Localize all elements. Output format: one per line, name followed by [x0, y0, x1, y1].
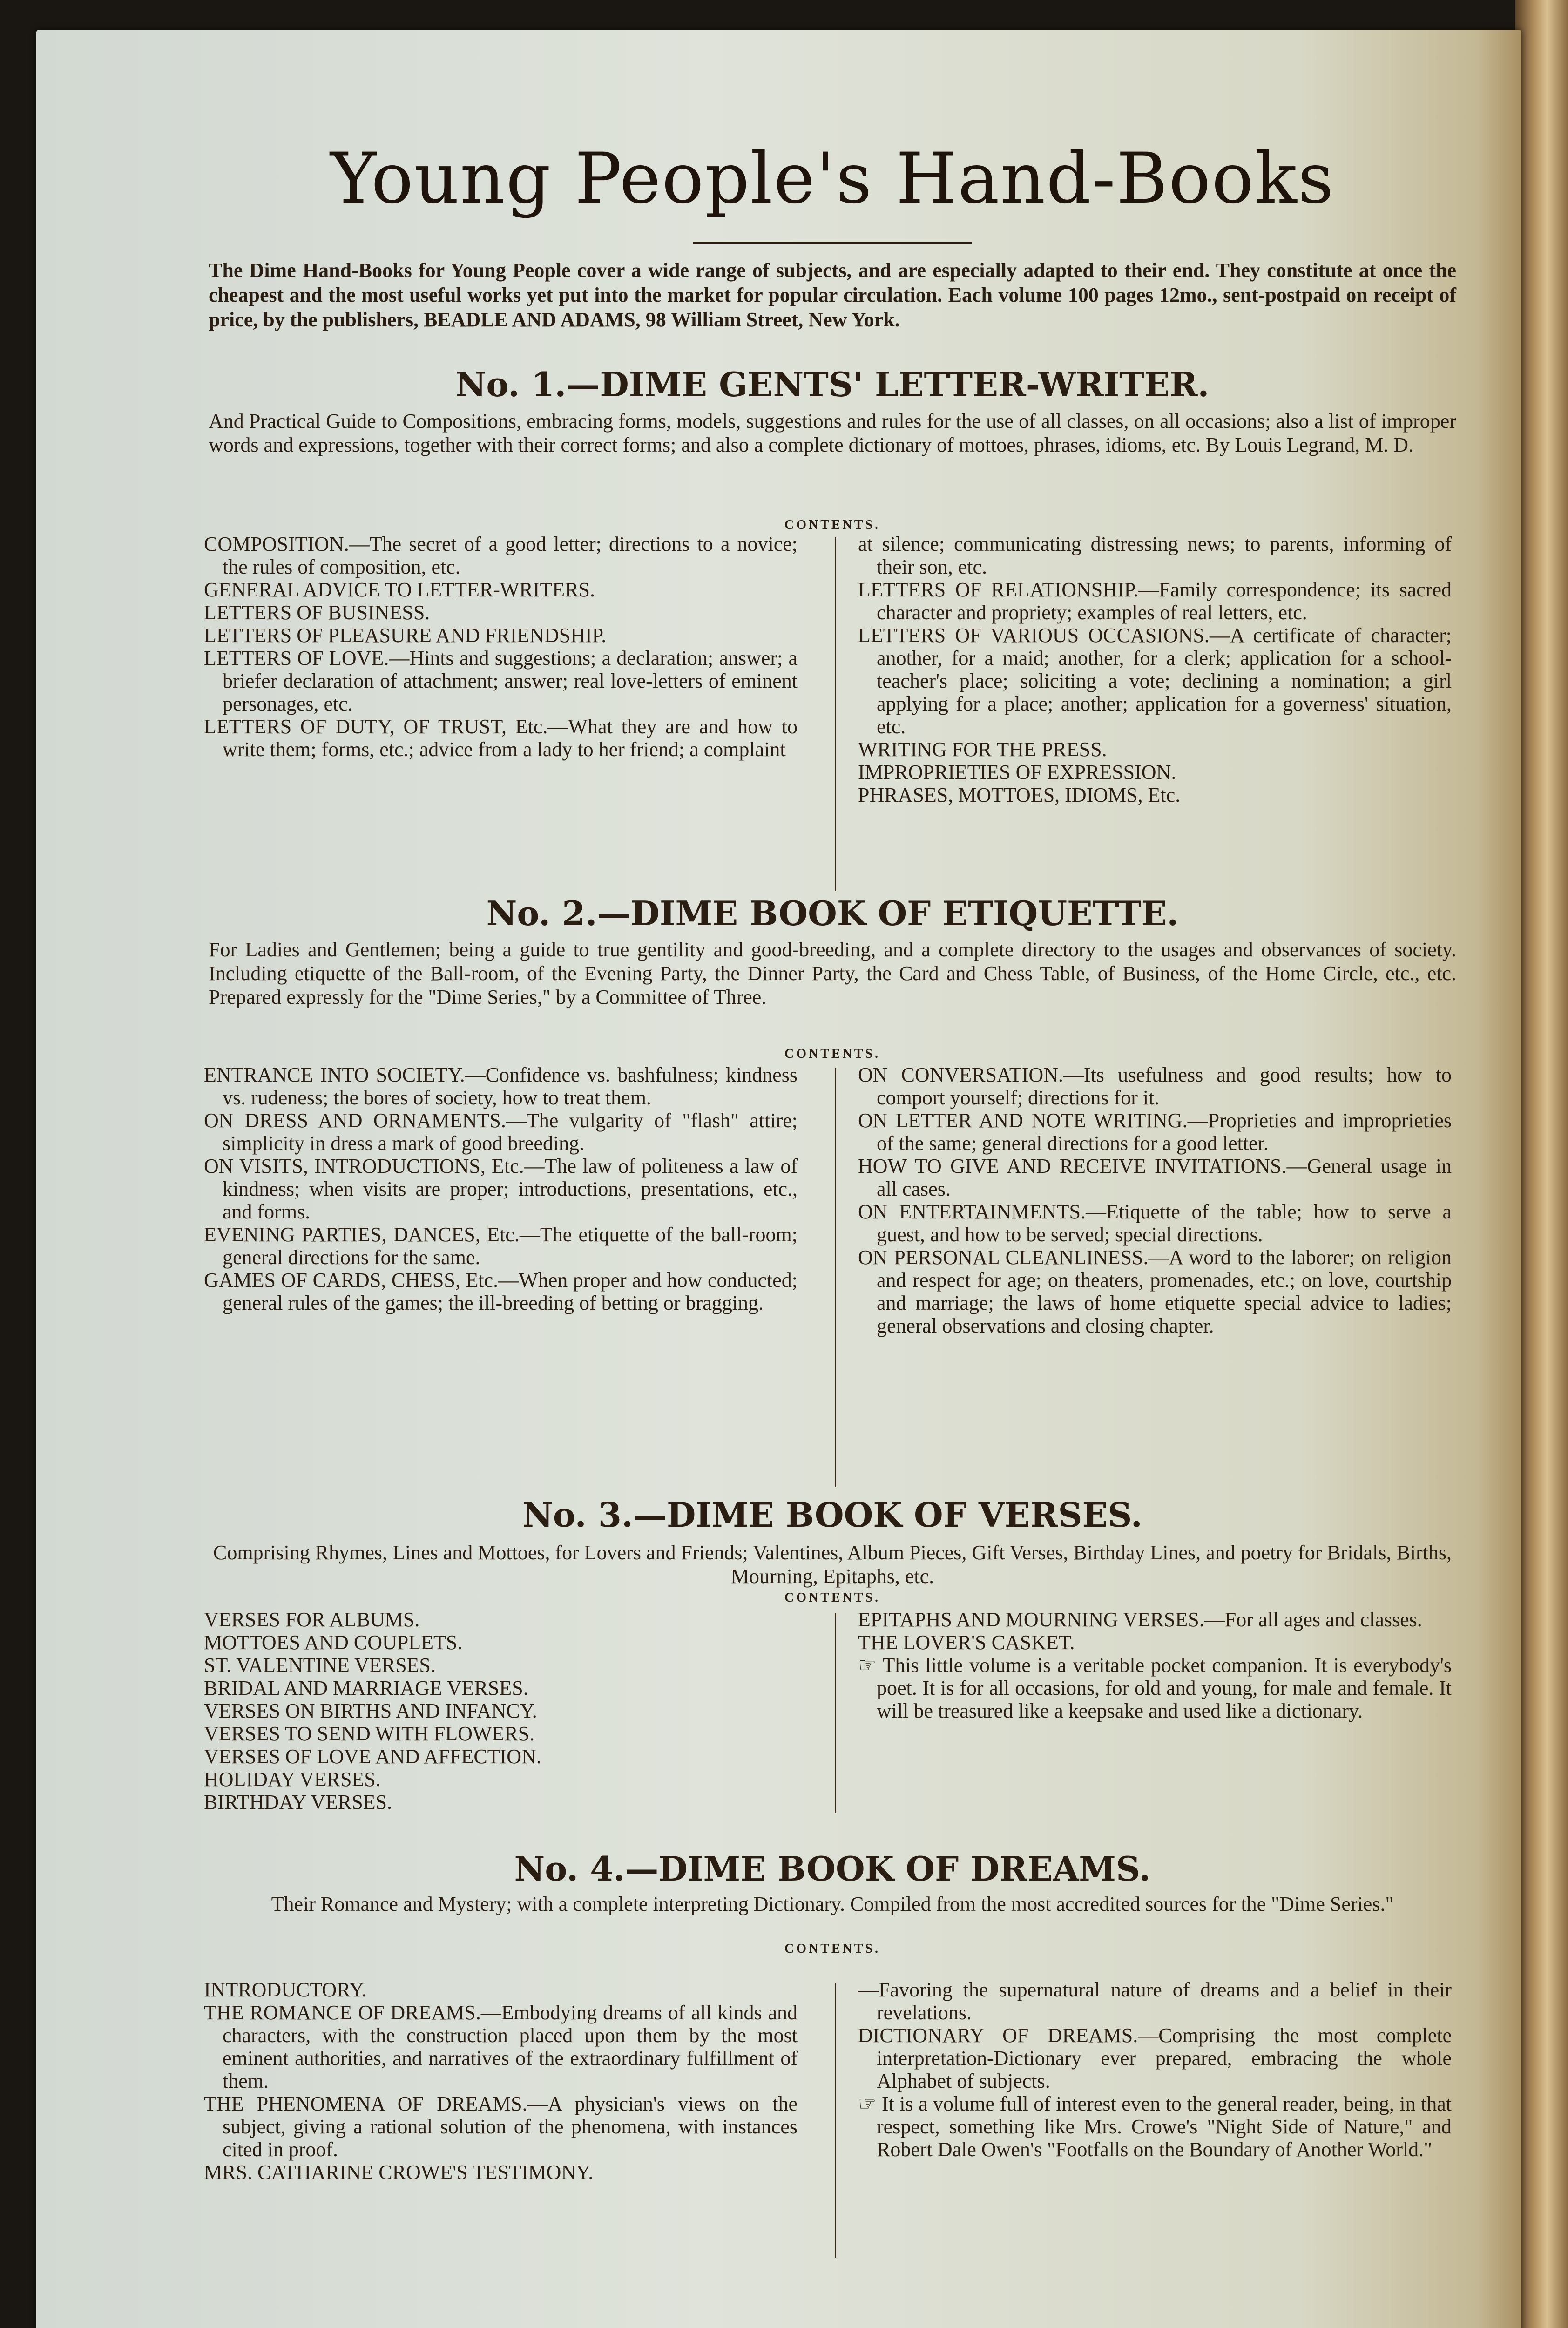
- contents-entry: BRIDAL AND MARRIAGE VERSES.: [204, 1677, 528, 1699]
- contents-entry: ☞ This little volume is a veritable pocket companion. It is everybody's poet. It is for all occasions, for old and young, for male and female. It will be treasured like a keepsake and used like a dictionary.: [858, 1654, 1452, 1722]
- contents-entry: LETTERS OF LOVE.—Hints and suggestions; a declaration; answer; a briefer declaration of attachment; answer; real love-letters of eminent personages, etc.: [204, 647, 798, 715]
- book-1-contents-label: CONTENTS.: [784, 518, 881, 532]
- book-2-right-column: [858, 1063, 1452, 1337]
- contents-entry: LETTERS OF DUTY, OF TRUST, Etc.—What they are and how to write them; forms, etc.; advice from a lady to her friend; a complaint: [204, 715, 798, 761]
- contents-entry: ☞ It is a volume full of interest even to the general reader, being, in that respect, something like Mrs. Crowe's "Night Side of Nature," and Robert Dale Owen's "Footfalls on the Boundary of Another World.": [858, 2092, 1452, 2161]
- contents-entry: DICTIONARY OF DREAMS.—Comprising the most complete interpretation-Dictionary ever prepared, embracing the whole Alphabet of subjects.: [858, 2024, 1452, 2092]
- contents-entry: HOLIDAY VERSES.: [204, 1768, 381, 1791]
- column-divider: [835, 1068, 836, 1487]
- book-3-heading: No. 3.—DIME BOOK OF VERSES.: [522, 1495, 1142, 1535]
- contents-entry: MOTTOES AND COUPLETS.: [204, 1631, 463, 1654]
- book-1-description: And Practical Guide to Compositions, embracing forms, models, suggestions and rules for the use of all classes, on all occasions; also a list of improper words and expressions, together with their correct forms; and also a complete dictionary of mottoes, phrases, idioms, etc. By Louis Legrand, M. D.: [209, 410, 1456, 456]
- contents-entry: LETTERS OF VARIOUS OCCASIONS.—A certificate of character; another, for a maid; another, for a clerk; application for a school-teacher's place; soliciting a vote; declining a nomination; a girl applying for a place; another; application for a governess' situation, etc.: [858, 624, 1452, 738]
- contents-entry: LETTERS OF RELATIONSHIP.—Family correspondence; its sacred character and propriety; examples of real letters, etc.: [858, 578, 1452, 624]
- contents-entry: ON LETTER AND NOTE WRITING.—Proprieties and improprieties of the same; general directions for a good letter.: [858, 1109, 1452, 1155]
- contents-entry: BIRTHDAY VERSES.: [204, 1791, 392, 1814]
- book-2-description: For Ladies and Gentlemen; being a guide to true gentility and good-breeding, and a complete directory to the usages and observances of society. Including etiquette of the Ball-room, of the Evening Party, the Dinner Party, the Card and Chess Table, of Business, of the Home Circle, etc., etc. Prepared expressly for the "Dime Series," by a Committee of Three.: [209, 938, 1456, 1008]
- contents-entry: —Favoring the supernatural nature of dreams and a belief in their revelations.: [858, 1978, 1452, 2024]
- intro-paragraph: The Dime Hand-Books for Young People cover a wide range of subjects, and are especially adapted to their end. They constitute at once the cheapest and the most useful works yet put into the market for popular circulation. Each volume 100 pages 12mo., sent-postpaid on receipt of price, by the publishers, BEADLE AND ADAMS, 98 William Street, New York.: [209, 259, 1456, 331]
- contents-entry: THE PHENOMENA OF DREAMS.—A physician's views on the subject, giving a rational solution of the phenomena, with instances cited in proof.: [204, 2092, 798, 2161]
- contents-entry: VERSES OF LOVE AND AFFECTION.: [204, 1745, 541, 1768]
- contents-entry: LETTERS OF PLEASURE AND FRIENDSHIP.: [204, 624, 607, 647]
- book-3-description: Comprising Rhymes, Lines and Mottoes, for Lovers and Friends; Valentines, Album Pieces, Gift Verses, Birthday Lines, and poetry for Bridals, Births, Mourning, Epitaphs, etc.: [213, 1541, 1452, 1588]
- column-divider: [835, 537, 836, 891]
- contents-entry: COMPOSITION.—The secret of a good letter; directions to a novice; the rules of composition, etc.: [204, 533, 798, 578]
- book-3-right-column: [858, 1608, 1452, 1722]
- contents-entry: EPITAPHS AND MOURNING VERSES.—For all ages and classes.: [858, 1608, 1422, 1631]
- contents-entry: THE LOVER'S CASKET.: [858, 1631, 1075, 1654]
- book-2-left-column: [204, 1063, 798, 1314]
- column-divider: [835, 1613, 836, 1813]
- book-1-heading: No. 1.—DIME GENTS' LETTER-WRITER.: [455, 365, 1210, 404]
- contents-entry: ON ENTERTAINMENTS.—Etiquette of the table; how to serve a guest, and how to be served; special directions.: [858, 1200, 1452, 1246]
- contents-entry: GAMES OF CARDS, CHESS, Etc.—When proper and how conducted; general rules of the games; the ill-breeding of betting or bragging.: [204, 1269, 798, 1314]
- book-4-contents-label: CONTENTS.: [784, 1942, 881, 1956]
- book-4-right-column: [858, 1978, 1452, 2161]
- book-2-heading: No. 2.—DIME BOOK OF ETIQUETTE.: [486, 893, 1179, 933]
- contents-entry: VERSES FOR ALBUMS.: [204, 1608, 420, 1631]
- contents-entry: ON DRESS AND ORNAMENTS.—The vulgarity of "flash" attire; simplicity in dress a mark of good breeding.: [204, 1109, 798, 1155]
- page-title: Young People's Hand-Books: [330, 138, 1335, 219]
- contents-entry: MRS. CATHARINE CROWE'S TESTIMONY.: [204, 2161, 594, 2184]
- title-rule: [693, 242, 972, 244]
- page-edge: [1515, 0, 1568, 2328]
- book-2-contents-label: CONTENTS.: [784, 1047, 881, 1061]
- contents-entry: IMPROPRIETIES OF EXPRESSION.: [858, 761, 1176, 784]
- contents-entry: ON PERSONAL CLEANLINESS.—A word to the laborer; on religion and respect for age; on theaters, promenades, etc.; on love, courtship and marriage; the laws of home etiquette special advice to ladies; general observations and closing chapter.: [858, 1246, 1452, 1337]
- contents-entry: ENTRANCE INTO SOCIETY.—Confidence vs. bashfulness; kindness vs. rudeness; the bores of society, how to treat them.: [204, 1063, 798, 1109]
- contents-entry: HOW TO GIVE AND RECEIVE INVITATIONS.—General usage in all cases.: [858, 1155, 1452, 1200]
- book-4-heading: No. 4.—DIME BOOK OF DREAMS.: [514, 1849, 1151, 1888]
- contents-entry: LETTERS OF BUSINESS.: [204, 601, 430, 624]
- contents-entry: GENERAL ADVICE TO LETTER-WRITERS.: [204, 578, 595, 601]
- book-3-contents-label: CONTENTS.: [784, 1590, 881, 1605]
- contents-entry: VERSES TO SEND WITH FLOWERS.: [204, 1722, 535, 1745]
- contents-entry: VERSES ON BIRTHS AND INFANCY.: [204, 1699, 537, 1722]
- contents-entry: ON CONVERSATION.—Its usefulness and good results; how to comport yourself; directions for it.: [858, 1063, 1452, 1109]
- book-3-left-column: [204, 1608, 798, 1814]
- contents-entry: PHRASES, MOTTOES, IDIOMS, Etc.: [858, 784, 1181, 806]
- book-1-right-column: [858, 533, 1452, 806]
- contents-entry: at silence; communicating distressing news; to parents, informing of their son, etc.: [858, 533, 1452, 578]
- column-divider: [835, 1983, 836, 2258]
- contents-entry: ST. VALENTINE VERSES.: [204, 1654, 436, 1677]
- book-4-description: Their Romance and Mystery; with a complete interpreting Dictionary. Compiled from the most accredited sources for the "Dime Series.": [271, 1893, 1394, 1915]
- contents-entry: WRITING FOR THE PRESS.: [858, 738, 1107, 761]
- contents-entry: INTRODUCTORY.: [204, 1978, 367, 2001]
- contents-entry: THE ROMANCE OF DREAMS.—Embodying dreams of all kinds and characters, with the construction placed upon them by the most eminent authorities, and narratives of the extraordinary fulfillment of them.: [204, 2001, 798, 2092]
- book-4-left-column: [204, 1978, 798, 2184]
- book-1-left-column: [204, 533, 798, 761]
- contents-entry: EVENING PARTIES, DANCES, Etc.—The etiquette of the ball-room; general directions for the same.: [204, 1223, 798, 1269]
- document-page: [36, 30, 1521, 2328]
- contents-entry: ON VISITS, INTRODUCTIONS, Etc.—The law of politeness a law of kindness; when visits are proper; introductions, presentations, etc., and forms.: [204, 1155, 798, 1223]
